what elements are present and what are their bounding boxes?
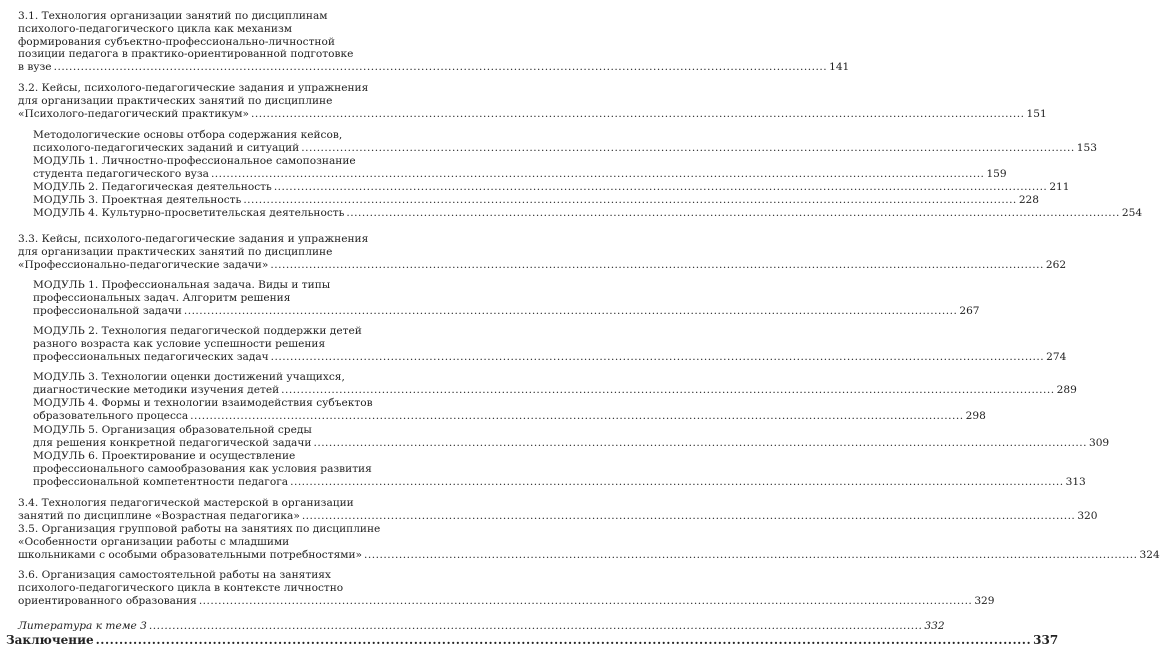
dot-leader: ........................................................................................................................................................................................................ (148, 620, 923, 632)
toc-entry[interactable] (18, 569, 995, 607)
page-number: 298 (965, 409, 986, 422)
toc-entry[interactable] (33, 397, 986, 423)
toc-entry[interactable] (33, 129, 1097, 155)
toc-entry-last-line (6, 633, 1059, 647)
toc-entry-title-line: МОДУЛЬ 4. Формы и технологии взаимодействия субъектов (33, 397, 373, 409)
toc-entry-title-line: МОДУЛЬ 4. Культурно-просветительская деятельность (33, 207, 345, 219)
toc-entry-title-line: разного возраста как условие успешности решения (33, 337, 326, 350)
dot-leader: ........................................................................................................................................................................................................ (364, 548, 1138, 561)
dot-leader: ........................................................................................................................................................................................................ (250, 107, 1025, 120)
toc-entry-last-line (33, 409, 986, 423)
dot-leader: ........................................................................................................................................................................................................ (301, 141, 1075, 154)
toc-entry-title-line: МОДУЛЬ 1. Профессиональная задача. Виды и типы (33, 279, 331, 291)
toc-entry-last-line (18, 620, 945, 633)
toc-entry-title-line: в вузе (18, 61, 52, 73)
toc-entry[interactable] (18, 497, 1098, 523)
toc-entry-title-line: МОДУЛЬ 2. Технология педагогической поддержки детей (33, 325, 362, 337)
toc-entry-title-line: диагностические методики изучения детей (33, 383, 280, 396)
toc-entry[interactable] (18, 82, 1047, 120)
toc-entry-last-line (33, 194, 1040, 207)
toc-entry-title-line: Методологические основы отбора содержания кейсов, (33, 129, 343, 141)
toc-entry-title-line: студента педагогического вуза (33, 167, 209, 180)
toc-entry-title-line: «Профессионально-педагогические задачи» (18, 258, 269, 271)
toc-entry-last-line (33, 304, 980, 318)
toc-entry[interactable] (33, 181, 1070, 194)
toc-entry-title-line: школьниками с особыми образовательными потребностями» (18, 548, 363, 561)
toc-entry-last-line (33, 181, 1070, 194)
page-number: 329 (974, 594, 995, 607)
dot-leader: ........................................................................................................................................................................................................ (95, 633, 1032, 647)
page-number: 337 (1033, 633, 1059, 647)
toc-entry-last-line (18, 594, 995, 608)
dot-leader: ........................................................................................................................................................................................................ (183, 304, 958, 317)
toc-entry[interactable] (33, 194, 1040, 207)
toc-entry-title-line: «Психолого-педагогический практикум» (18, 107, 249, 120)
toc-entry[interactable] (33, 325, 1067, 363)
toc-entry-title-line: профессиональных задач. Алгоритм решения (33, 291, 291, 304)
toc-entry-title-line: Заключение (6, 633, 94, 647)
dot-leader: ........................................................................................................................................................................................................ (198, 594, 973, 607)
page-number: 274 (1046, 350, 1067, 363)
page-number: 153 (1076, 141, 1097, 154)
toc-entry-title-line: психолого-педагогического цикла как механизм (18, 22, 293, 35)
toc-entry-title-line: 3.6. Организация самостоятельной работы на занятиях (18, 569, 331, 581)
toc-entry-title-line: 3.1. Технология организации занятий по дисциплинам (18, 10, 328, 22)
toc-entry-last-line (33, 350, 1067, 364)
toc-entry-last-line (33, 436, 1110, 450)
dot-leader: ........................................................................................................................................................................................................ (273, 181, 1048, 193)
toc-entry-title-line: МОДУЛЬ 2. Педагогическая деятельность (33, 181, 272, 193)
dot-leader: ........................................................................................................................................................................................................ (270, 350, 1045, 363)
toc-entry[interactable] (18, 233, 1067, 271)
toc-entry-title-line: психолого-педагогических заданий и ситуаций (33, 141, 300, 154)
toc-entry-title-line: МОДУЛЬ 3. Проектная деятельность (33, 194, 242, 206)
toc-entry[interactable] (33, 371, 1077, 397)
dot-leader: ........................................................................................................................................................................................................ (281, 383, 1055, 396)
toc-entry-last-line (33, 141, 1097, 155)
toc-entry-title-line: Литература к теме 3 (18, 620, 147, 632)
dot-leader: ........................................................................................................................................................................................................ (210, 167, 985, 180)
toc-entry[interactable] (33, 450, 1086, 488)
toc-entry-last-line (18, 61, 850, 74)
toc-entry-last-line (33, 207, 1143, 220)
toc-entry[interactable] (33, 424, 1110, 450)
toc-entry-title-line: профессиональной компетентности педагога (33, 475, 289, 488)
toc-entry-title-line: для решения конкретной педагогической задачи (33, 436, 312, 449)
toc-entry-last-line (18, 107, 1047, 121)
toc-entry-last-line (33, 475, 1086, 489)
toc-entry-title-line: ориентированного образования (18, 594, 197, 607)
toc-entry-last-line (33, 383, 1077, 397)
toc-entry-title-line: профессиональной задачи (33, 304, 182, 317)
page-number: 211 (1049, 181, 1070, 193)
toc-entry-last-line (18, 509, 1098, 523)
toc-entry-title-line: психолого-педагогического цикла в контексте личностно (18, 581, 344, 594)
page-number: 159 (986, 167, 1007, 180)
page-number: 332 (924, 620, 945, 632)
page-number: 320 (1077, 509, 1098, 522)
toc-entry-title-line: позиции педагога в практико-ориентированной подготовке (18, 48, 354, 61)
dot-leader: ........................................................................................................................................................................................................ (290, 475, 1064, 488)
toc-entry[interactable] (33, 279, 980, 317)
page-number: 141 (829, 61, 850, 73)
toc-entry-title-line: формирования субъектно-профессионально-личностной (18, 35, 335, 48)
toc-entry-last-line (18, 258, 1067, 272)
dot-leader: ........................................................................................................................................................................................................ (346, 207, 1120, 219)
page-number: 289 (1056, 383, 1077, 396)
dot-leader: ........................................................................................................................................................................................................ (243, 194, 1017, 206)
toc-entry-title-line: 3.5. Организация групповой работы на занятиях по дисциплине (18, 523, 381, 535)
toc-entry[interactable] (33, 155, 1007, 181)
toc-entry-title-line: занятий по дисциплине «Возрастная педагогика» (18, 509, 300, 522)
dot-leader: ........................................................................................................................................................................................................ (53, 61, 828, 73)
page-number: 313 (1065, 475, 1086, 488)
toc-entry[interactable] (18, 523, 1160, 561)
page-number: 309 (1088, 436, 1110, 449)
toc-entry-title-line: МОДУЛЬ 1. Личностно-профессиональное самопознание (33, 155, 356, 167)
toc-entry-title-line: профессиональных педагогических задач (33, 350, 269, 363)
dot-leader: ........................................................................................................................................................................................................ (270, 258, 1044, 271)
dot-leader: ........................................................................................................................................................................................................ (313, 436, 1087, 449)
toc-entry-title-line: профессионального самообразования как условия развития (33, 462, 372, 475)
toc-entry[interactable] (33, 207, 1143, 220)
toc-entry-title-line: МОДУЛЬ 6. Проектирование и осуществление (33, 450, 296, 462)
toc-entry-last-line (18, 548, 1160, 562)
toc-entry[interactable] (6, 633, 1059, 647)
page-number: 254 (1121, 207, 1143, 219)
toc-entry[interactable] (18, 620, 945, 633)
toc-entry-title-line: для организации практических занятий по дисциплине (18, 94, 333, 107)
toc-entry-title-line: 3.4. Технология педагогической мастерской в организации (18, 497, 354, 509)
toc-entry[interactable] (18, 10, 850, 74)
toc-entry-title-line: образовательного процесса (33, 409, 189, 422)
page-number: 267 (959, 304, 980, 317)
page-number: 151 (1026, 107, 1047, 120)
toc-entry-last-line (33, 167, 1007, 181)
page-number: 228 (1018, 194, 1040, 206)
toc-entry-title-line: для организации практических занятий по дисциплине (18, 245, 333, 258)
toc-entry-title-line: 3.3. Кейсы, психолого-педагогические задания и упражнения (18, 233, 369, 245)
toc-entry-title-line: МОДУЛЬ 5. Организация образовательной среды (33, 424, 312, 436)
dot-leader: ........................................................................................................................................................................................................ (190, 409, 964, 422)
toc-entry-title-line: МОДУЛЬ 3. Технологии оценки достижений учащихся, (33, 371, 345, 383)
toc-entry-title-line: «Особенности организации работы с младшими (18, 535, 290, 548)
toc-entry-title-line: 3.2. Кейсы, психолого-педагогические задания и упражнения (18, 82, 369, 94)
dot-leader: ........................................................................................................................................................................................................ (301, 509, 1076, 522)
page-number: 324 (1139, 548, 1160, 561)
page-number: 262 (1045, 258, 1067, 271)
